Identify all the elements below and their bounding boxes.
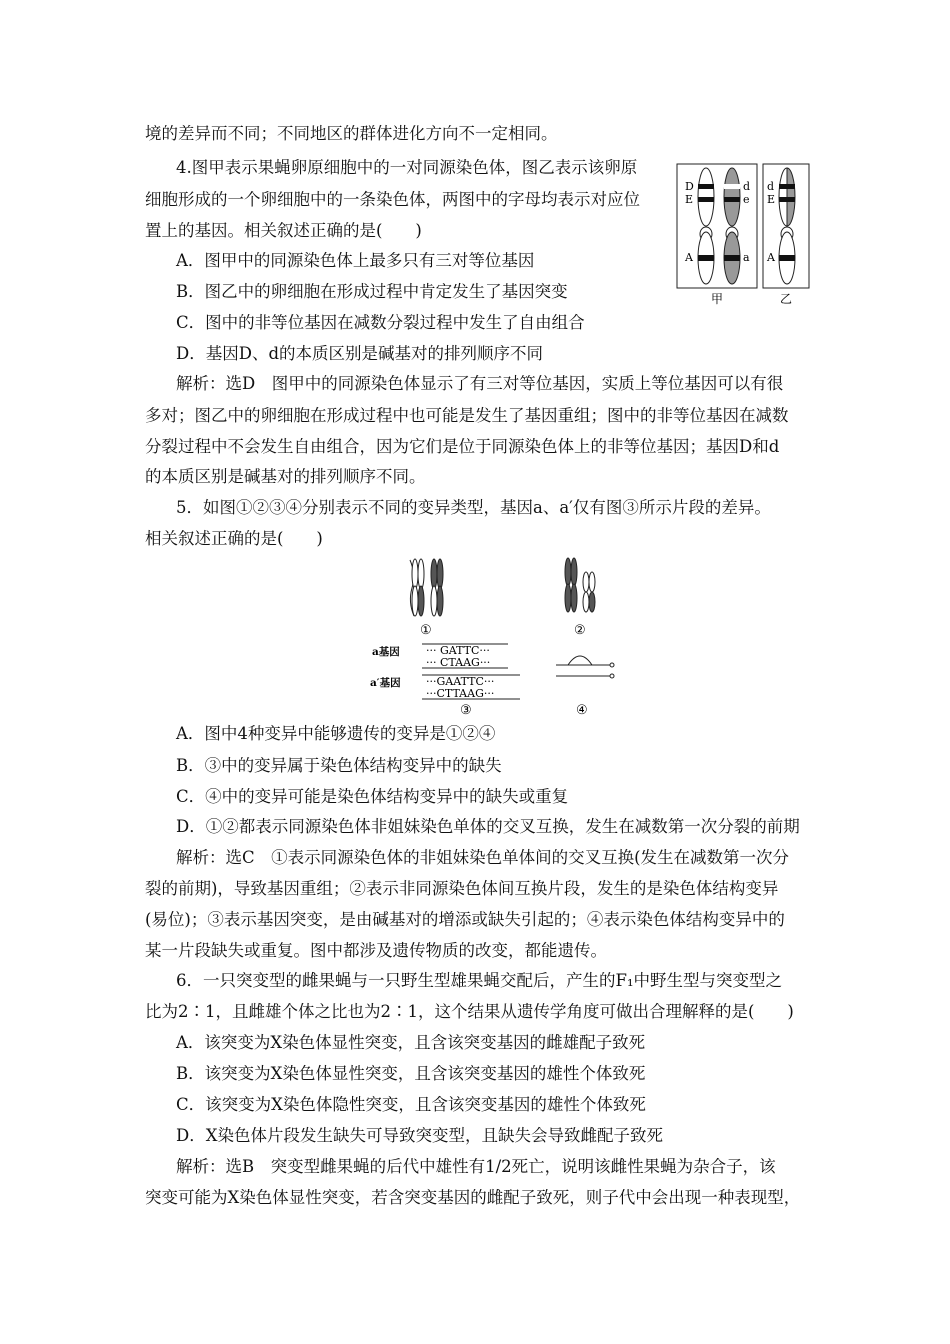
q5-option-b: B．③中的变异属于染色体结构变异中的缺失 (176, 756, 502, 775)
fig1-number: ① (420, 623, 432, 638)
gene-a-label: a基因 (372, 646, 400, 658)
q4-option-b: B．图乙中的卵细胞在形成过程中肯定发生了基因突变 (176, 282, 568, 301)
seq-a-prime-bottom: ···CTTAAG··· (426, 687, 495, 700)
q3-tail-text: 境的差异而不同；不同地区的群体进化方向不一定相同。 (145, 124, 558, 143)
seq-a-bottom: ··· CTAAG··· (426, 656, 491, 669)
q6-option-a: A．该突变为X染色体显性突变，且含该突变基因的雌雄配子致死 (176, 1033, 646, 1052)
fig1-crossover (410, 559, 443, 616)
fig2-number: ② (574, 623, 586, 638)
q4-stem-line-2: 细胞形成的一个卵细胞中的一条染色体，两图中的字母均表示对应位 (145, 190, 640, 209)
yi-gene-d-label: d (767, 180, 775, 193)
q6-option-c: C．该突变为X染色体隐性突变，且含该突变基因的雄性个体致死 (176, 1095, 646, 1114)
fig2-translocation (565, 558, 595, 612)
q5-analysis-line-2: 裂的前期)，导致基因重组；②表示非同源染色体间互换片段，发生的是染色体结构变异 (145, 879, 779, 898)
q5-analysis-line-1: 解析：选C ①表示同源染色体的非姐妹染色单体间的交叉互换(发生在减数第一次分 (176, 848, 790, 867)
q4-analysis-line-1: 解析：选D 图甲中的同源染色体显示了有三对等位基因，实质上等位基因可以有很 (176, 374, 784, 393)
gene-a-label: a (743, 251, 750, 264)
seq-a-top: ··· GATTC··· (426, 644, 490, 657)
q5-variation-figure (368, 556, 628, 718)
jia-label: 甲 (711, 292, 724, 306)
q5-analysis-line-3: (易位)；③表示基因突变，是由碱基对的增添或缺失引起的；④表示染色体结构变异中的 (145, 910, 785, 929)
fig4-number: ④ (576, 703, 588, 718)
yi-label: 乙 (780, 292, 793, 306)
q5-stem-line-2: 相关叙述正确的是( ) (145, 529, 323, 548)
q5-option-d: D．①②都表示同源染色体非姐妹染色单体的交叉互换，发生在减数第一次分裂的前期 (176, 817, 800, 836)
q5-option-a: A．图中4种变异中能够遗传的变异是①②④ (176, 724, 496, 743)
q4-option-d: D．基因D、d的本质区别是碱基对的排列顺序不同 (176, 344, 544, 363)
q5-analysis-line-4: 某一片段缺失或重复。图中都涉及遗传物质的改变，都能遗传。 (145, 941, 607, 960)
q4-stem-line-3: 置上的基因。相关叙述正确的是( ) (145, 221, 422, 240)
q4-analysis-line-2: 多对；图乙中的卵细胞在形成过程中也可能是发生了基因重组；图中的非等位基因在减数 (145, 406, 789, 425)
q4-stem-line-1: 4.图甲表示果蝇卵原细胞中的一对同源染色体，图乙表示该卵原 (176, 158, 638, 177)
gene-A-label: A (685, 251, 693, 264)
gene-e-label: e (743, 193, 750, 206)
q4-chromosome-figure (673, 160, 813, 308)
q5-option-c: C．④中的变异可能是染色体结构变异中的缺失或重复 (176, 787, 569, 806)
q6-option-b: B．该突变为X染色体显性突变，且含该突变基因的雄性个体致死 (176, 1064, 646, 1083)
q5-stem-line-1: 5．如图①②③④分别表示不同的变异类型，基因a、a′仅有图③所示片段的差异。 (176, 498, 771, 517)
gene-d-label: d (743, 180, 751, 193)
q6-option-d: D．X染色体片段发生缺失可导致突变型，且缺失会导致雌配子致死 (176, 1126, 663, 1145)
gene-D-label: D (685, 180, 694, 193)
yi-gene-E-label: E (767, 193, 776, 206)
q4-option-a: A．图甲中的同源染色体上最多只有三对等位基因 (176, 251, 535, 270)
q6-stem-line-2: 比为2∶1，且雌雄个体之比也为2∶1，这个结果从遗传学角度可做出合理解释的是( ) (145, 1002, 794, 1021)
yi-gene-A-label: A (767, 251, 775, 264)
fig3-number: ③ (460, 703, 472, 718)
q4-analysis-line-3: 分裂过程中不会发生自由组合，因为它们是位于同源染色体上的非等位基因；基因D和d (145, 437, 780, 456)
seq-a-prime-top: ···GAATTC··· (426, 675, 495, 688)
q6-stem-line-1: 6．一只突变型的雌果蝇与一只野生型雄果蝇交配后，产生的F₁中野生型与突变型之 (176, 971, 783, 990)
gene-a-prime-label: a′基因 (370, 677, 401, 689)
q4-option-c: C．图中的非等位基因在减数分裂过程中发生了自由组合 (176, 313, 585, 332)
fig4-loop (556, 656, 614, 678)
q4-analysis-line-4: 的本质区别是碱基对的排列顺序不同。 (145, 467, 426, 486)
q6-analysis-line-2: 突变可能为X染色体显性突变，若含突变基因的雌配子致死，则子代中会出现一种表现型， (145, 1188, 801, 1207)
gene-E-label: E (685, 193, 694, 206)
q6-analysis-line-1: 解析：选B 突变型雌果蝇的后代中雄性有1/2死亡，说明该雌性果蝇为杂合子，该 (176, 1157, 776, 1176)
